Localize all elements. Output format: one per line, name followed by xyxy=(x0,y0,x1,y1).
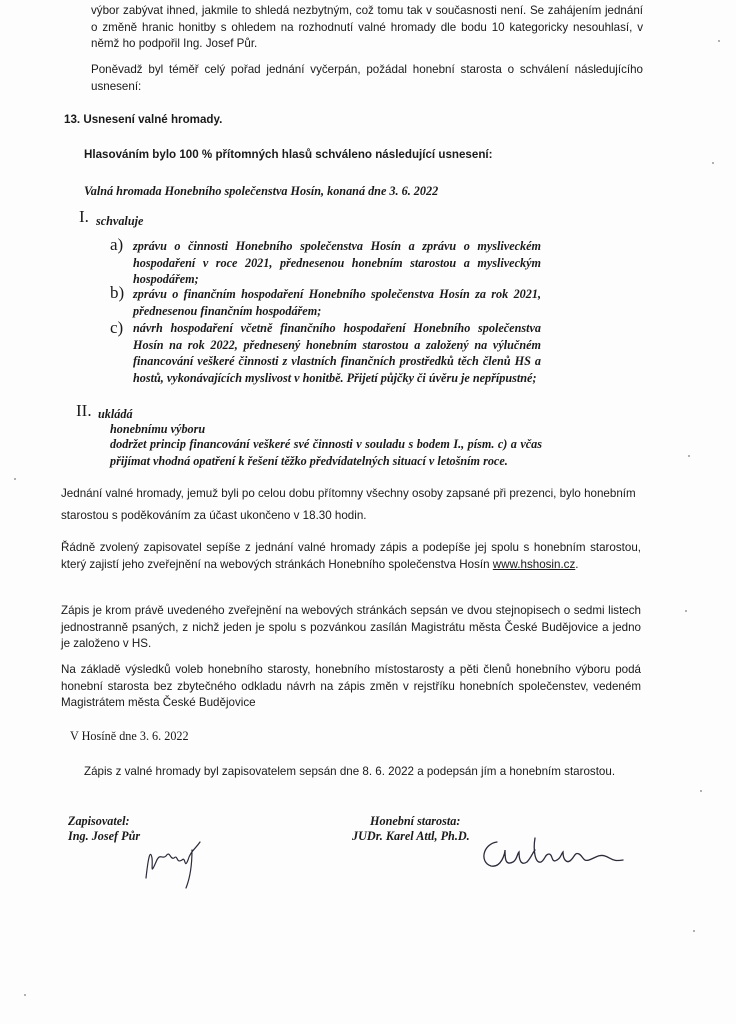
scan-speck xyxy=(24,994,26,996)
recorder-name: Ing. Josef Půr xyxy=(68,829,141,843)
scan-speck xyxy=(685,610,687,612)
paragraph-recorder xyxy=(61,540,641,573)
chairman-signature xyxy=(475,828,635,888)
scan-speck xyxy=(688,455,690,457)
item-b-text: zprávu o finančním hospodaření Honebního společenstva Hosín za rok 2021, přednesenou finančním hospodářem; xyxy=(133,287,541,318)
paragraph-intro: výbor zabývat ihned, jakmile to shledá nezbytným, což tomu tak v současnosti není. Se zahájením jednání o změně hranic honitby s ohledem na rozhodnutí valné hromady dle bodu 10 kategoricky nesouhlasí, v němž ho podpořil Ing. Josef Půr. xyxy=(91,4,643,50)
recorder-role: Zapisovatel: xyxy=(68,814,130,828)
paragraph-starosta-request xyxy=(91,62,643,95)
item-a-text: zprávu o činnosti Honebního společenstva Hosín a zprávu o mysliveckém hospodaření v roce 2021, přednesenou honebním starostou a mysliveckým hospodářem; xyxy=(133,239,541,286)
paragraph-meeting-closed: Jednání valné hromady, jemuž byli po celou dobu přítomny všechny osoby zapsané při prezenci, bylo honebním starostou s poděkováním za účast ukončeno v 18.30 hodin. xyxy=(61,487,636,522)
section-13-heading: 13. Usnesení valné hromady. xyxy=(64,113,223,126)
section-i-numeral: I. xyxy=(79,207,89,226)
paragraph-copies: Zápis je krom právě uvedeného zveřejnění na webových stránkách sepsán ve dvou stejnopisech o sedmi listech jednostranně psaných, z nichž jeden je spolu s pozvánkou zasílán Magistrátu města České Budějovice a jedno je založeno v HS. xyxy=(61,604,641,650)
vote-statement: Hlasováním bylo 100 % přítomných hlasů schváleno následující usnesení: xyxy=(84,148,493,161)
resolution-title: Valná hromada Honebního společenstva Hosín, konaná dne 3. 6. 2022 xyxy=(84,184,439,198)
paragraph-minutes-written: Zápis z valné hromady byl zapisovatelem sepsán dne 8. 6. 2022 a podepsán jím a honebním starostou. xyxy=(84,765,616,778)
item-b-letter: b) xyxy=(110,283,125,302)
paragraph-recorder-text: Řádně zvolený zapisovatel sepíše z jednání valné hromady zápis a podepíše jej spolu s honebním starostou, který zajistí jeho zveřejnění na webových stránkách Honebního společenstva Hosín xyxy=(61,541,641,571)
website-link[interactable]: www.hshosin.cz xyxy=(492,557,576,571)
section-ii-instruction: dodržet princip financování veškeré své činnosti v souladu s bodem I., písm. c) a včas přijímat vhodná opatření k řešení těžko předvídatelných situací v letošním roce. xyxy=(110,437,542,468)
scan-speck xyxy=(700,790,702,792)
scan-speck xyxy=(14,478,16,480)
scan-speck xyxy=(718,40,720,42)
recorder-signature xyxy=(140,830,220,890)
chairman-role: Honební starosta: xyxy=(370,814,461,828)
paragraph-registry: Na základě výsledků voleb honebního starosty, honebního místostarosty a pěti členů honebního výboru podá honební starosta bez zbytečného odkladu návrh na zápis změn v rejstříku honebních společenstev, vedeném Magistrátem města České Budějovice xyxy=(61,663,641,709)
item-c-text: návrh hospodaření včetně finančního hospodaření Honebního společenstva Hosín na rok 2022, přednesený honebním starostou a založený na výlučném financování veškeré činnosti z vlastních finančních prostředků těch členů HS a hostů, vykonávajících myslivost v honitbě. Přijetí půjčky či úvěru je nepřípustné; xyxy=(133,321,541,385)
section-ii-label: ukládá xyxy=(98,407,133,421)
place-date: V Hosíně dne 3. 6. 2022 xyxy=(70,729,189,743)
item-c-letter: c) xyxy=(110,318,124,337)
section-i-label: schvaluje xyxy=(96,214,144,228)
scan-speck xyxy=(693,930,695,932)
section-ii-addressee: honebnímu výboru xyxy=(110,422,206,436)
paragraph-starosta-text: Poněvadž byl téměř celý pořad jednání vyčerpán, požádal honební starosta o schválení následujícího usnesení: xyxy=(91,63,643,93)
item-a-letter: a) xyxy=(110,235,124,254)
paragraph-recorder-end: . xyxy=(575,557,579,571)
chairman-name: JUDr. Karel Attl, Ph.D. xyxy=(352,829,470,843)
scan-speck xyxy=(712,162,714,164)
section-ii-numeral: II. xyxy=(76,401,92,420)
